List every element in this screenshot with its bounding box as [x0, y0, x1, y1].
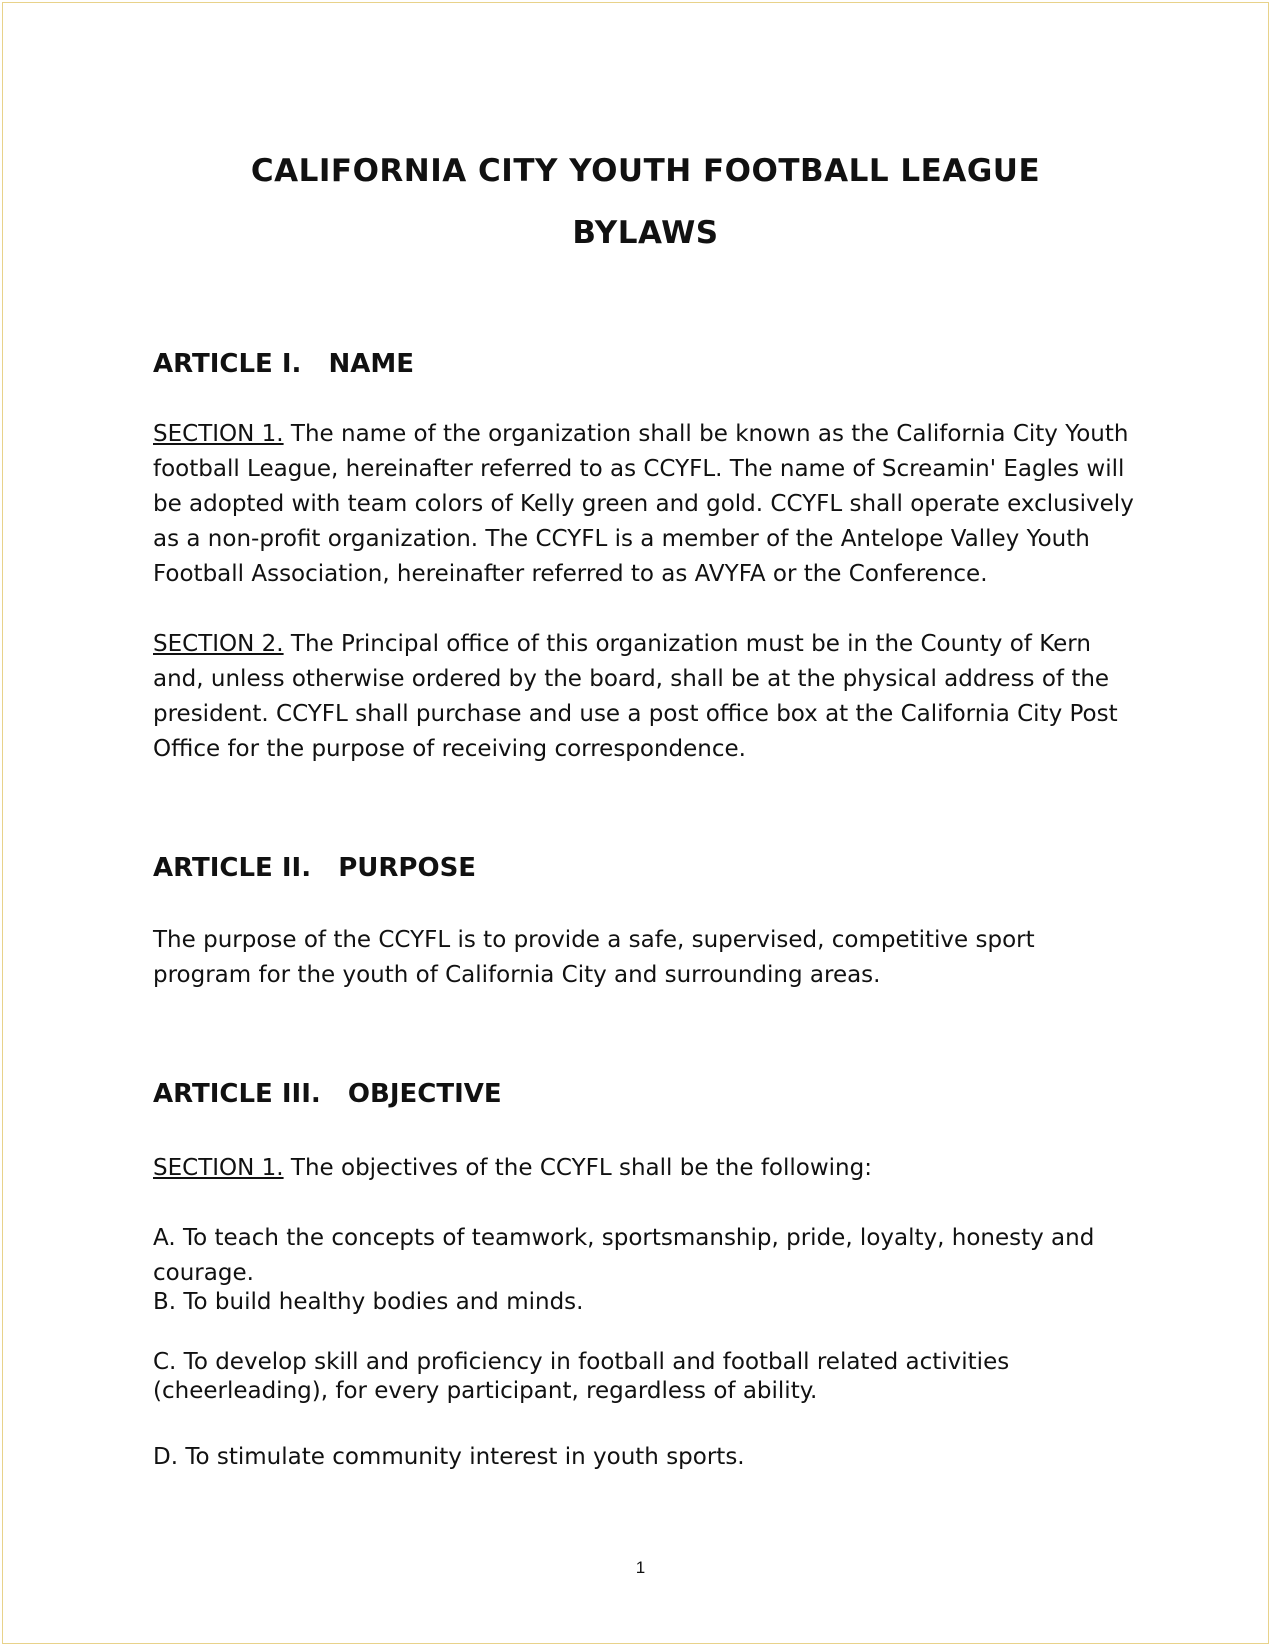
- article-3-section-1: [153, 1151, 1138, 1186]
- objective-item-c: C. To develop skill and proficiency in football and football related activities (cheerleading), for every participant, regardless of ability.: [153, 1349, 1010, 1404]
- section-label: SECTION 1.: [153, 1155, 284, 1181]
- section-label: SECTION 1.: [153, 421, 284, 447]
- article-3-heading: ARTICLE III. OBJECTIVE: [153, 1079, 502, 1109]
- article-2-text: The purpose of the CCYFL is to provide a safe, supervised, competitive sport program for the youth of California City and surrounding areas.: [153, 927, 1035, 988]
- section-text: The Principal office of this organization must be in the County of Kern and, unless otherwise ordered by the board, shall be at the physical address of the president. CCYFL shall purchase and use a post office box at the California City Post Office for the purpose of receiving correspondence.: [153, 631, 1118, 762]
- section-text: The name of the organization shall be known as the California City Youth football League, hereinafter referred to as CCYFL. The name of Screamin' Eagles will be adopted with team colors of Kelly green and gold. CCYFL shall operate exclusively as a non-profit organization. The CCYFL is a member of the Antelope Valley Youth Football Association, hereinafter referred to as AVYFA or the Conference.: [153, 421, 1134, 587]
- document-title: CALIFORNIA CITY YOUTH FOOTBALL LEAGUE: [250, 153, 1041, 189]
- article-1-heading: ARTICLE I. NAME: [153, 349, 415, 379]
- article-2-heading: ARTICLE II. PURPOSE: [153, 853, 477, 883]
- objective-item-a: A. To teach the concepts of teamwork, sportsmanship, pride, loyalty, honesty and courage.: [153, 1225, 1095, 1286]
- article-1-section-2: [153, 627, 1138, 767]
- objective-item-d: D. To stimulate community interest in youth sports.: [153, 1444, 745, 1470]
- article-1-section-1: [153, 417, 1138, 592]
- section-text: The objectives of the CCYFL shall be the following:: [283, 1155, 872, 1181]
- section-label: SECTION 2.: [153, 631, 284, 657]
- document-page: [2, 2, 1269, 1644]
- objective-item-b: B. To build healthy bodies and minds.: [153, 1289, 584, 1315]
- page-number: 1: [635, 1558, 646, 1577]
- document-subtitle: BYLAWS: [572, 215, 719, 251]
